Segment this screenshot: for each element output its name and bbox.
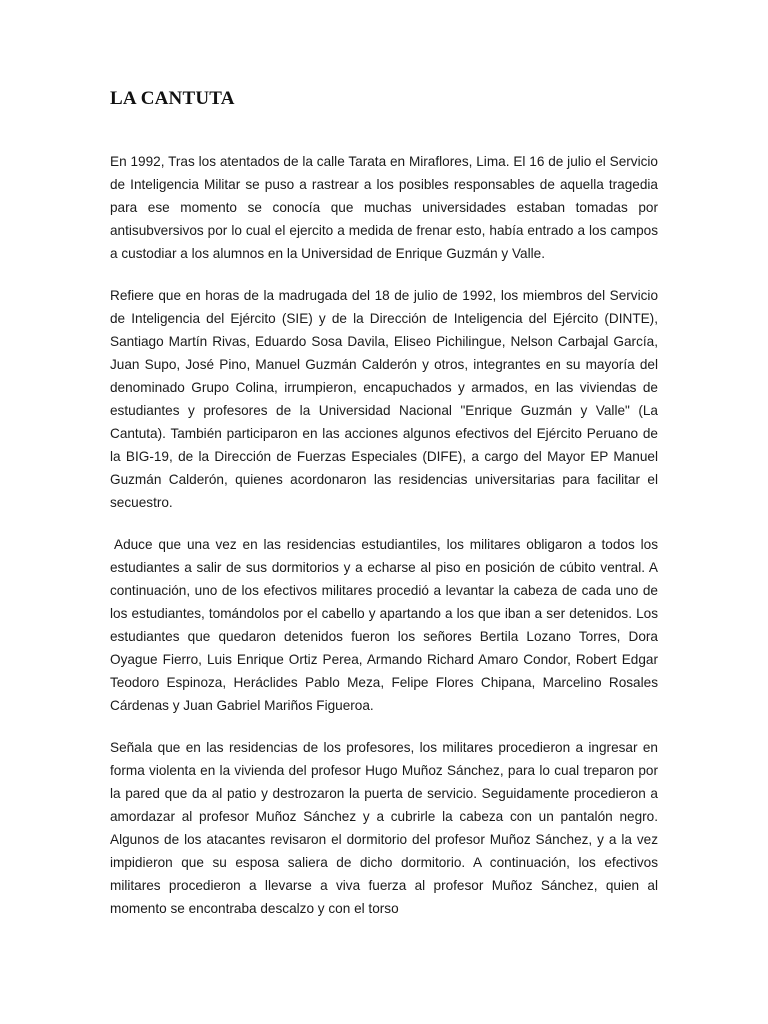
document-page [110,0,658,1024]
document-title: LA CANTUTA [110,88,235,109]
paragraph-1: En 1992, Tras los atentados de la calle Tarata en Miraflores, Lima. El 16 de julio el Servicio de Inteligencia Militar se puso a rastrear a los posibles responsables de aquella tragedia para ese momento se conocía que muchas universidades estaban tomadas por antisubversivos por lo cual el ejercito a medida de frenar esto, había entrado a los campos a custodiar a los alumnos en la Universidad de Enrique Guzmán y Valle. [110,154,658,261]
paragraph-3: Aduce que una vez en las residencias estudiantiles, los militares obligaron a todos los estudiantes a salir de sus dormitorios y a echarse al piso en posición de cúbito ventral. A continuación, uno de los efectivos militares procedió a levantar la cabeza de cada uno de los estudiantes, tomándolos por el cabello y apartando a los que iban a ser detenidos. Los estudiantes que quedaron detenidos fueron los señores Bertila Lozano Torres, Dora Oyague Fierro, Luis Enrique Ortiz Perea, Armando Richard Amaro Condor, Robert Edgar Teodoro Espinoza, Heráclides Pablo Meza, Felipe Flores Chipana, Marcelino Rosales Cárdenas y Juan Gabriel Mariños Figueroa. [110,537,658,713]
document-body [110,150,658,939]
paragraph-2: Refiere que en horas de la madrugada del 18 de julio de 1992, los miembros del Servicio de Inteligencia del Ejército (SIE) y de la Dirección de Inteligencia del Ejército (DINTE), Santiago Martín Rivas, Eduardo Sosa Davila, Eliseo Pichilingue, Nelson Carbajal García, Juan Supo, José Pino, Manuel Guzmán Calderón y otros, integrantes en su mayoría del denominado Grupo Colina, irrumpieron, encapuchados y armados, en las viviendas de estudiantes y profesores de la Universidad Nacional "Enrique Guzmán y Valle" (La Cantuta). También participaron en las acciones algunos efectivos del Ejército Peruano de la BIG-19, de la Dirección de Fuerzas Especiales (DIFE), a cargo del Mayor EP Manuel Guzmán Calderón, quienes acordonaron las residencias universitarias para facilitar el secuestro. [110,288,658,510]
paragraph-4: Señala que en las residencias de los profesores, los militares procedieron a ingresar en forma violenta en la vivienda del profesor Hugo Muñoz Sánchez, para lo cual treparon por la pared que da al patio y destrozaron la puerta de servicio. Seguidamente procedieron a amordazar al profesor Muñoz Sánchez y a cubrirle la cabeza con un pantalón negro. Algunos de los atacantes revisaron el dormitorio del profesor Muñoz Sánchez, y a la vez impidieron que su esposa saliera de dicho dormitorio. A continuación, los efectivos militares procedieron a llevarse a viva fuerza al profesor Muñoz Sánchez, quien al momento se encontraba descalzo y con el torso [110,740,658,916]
